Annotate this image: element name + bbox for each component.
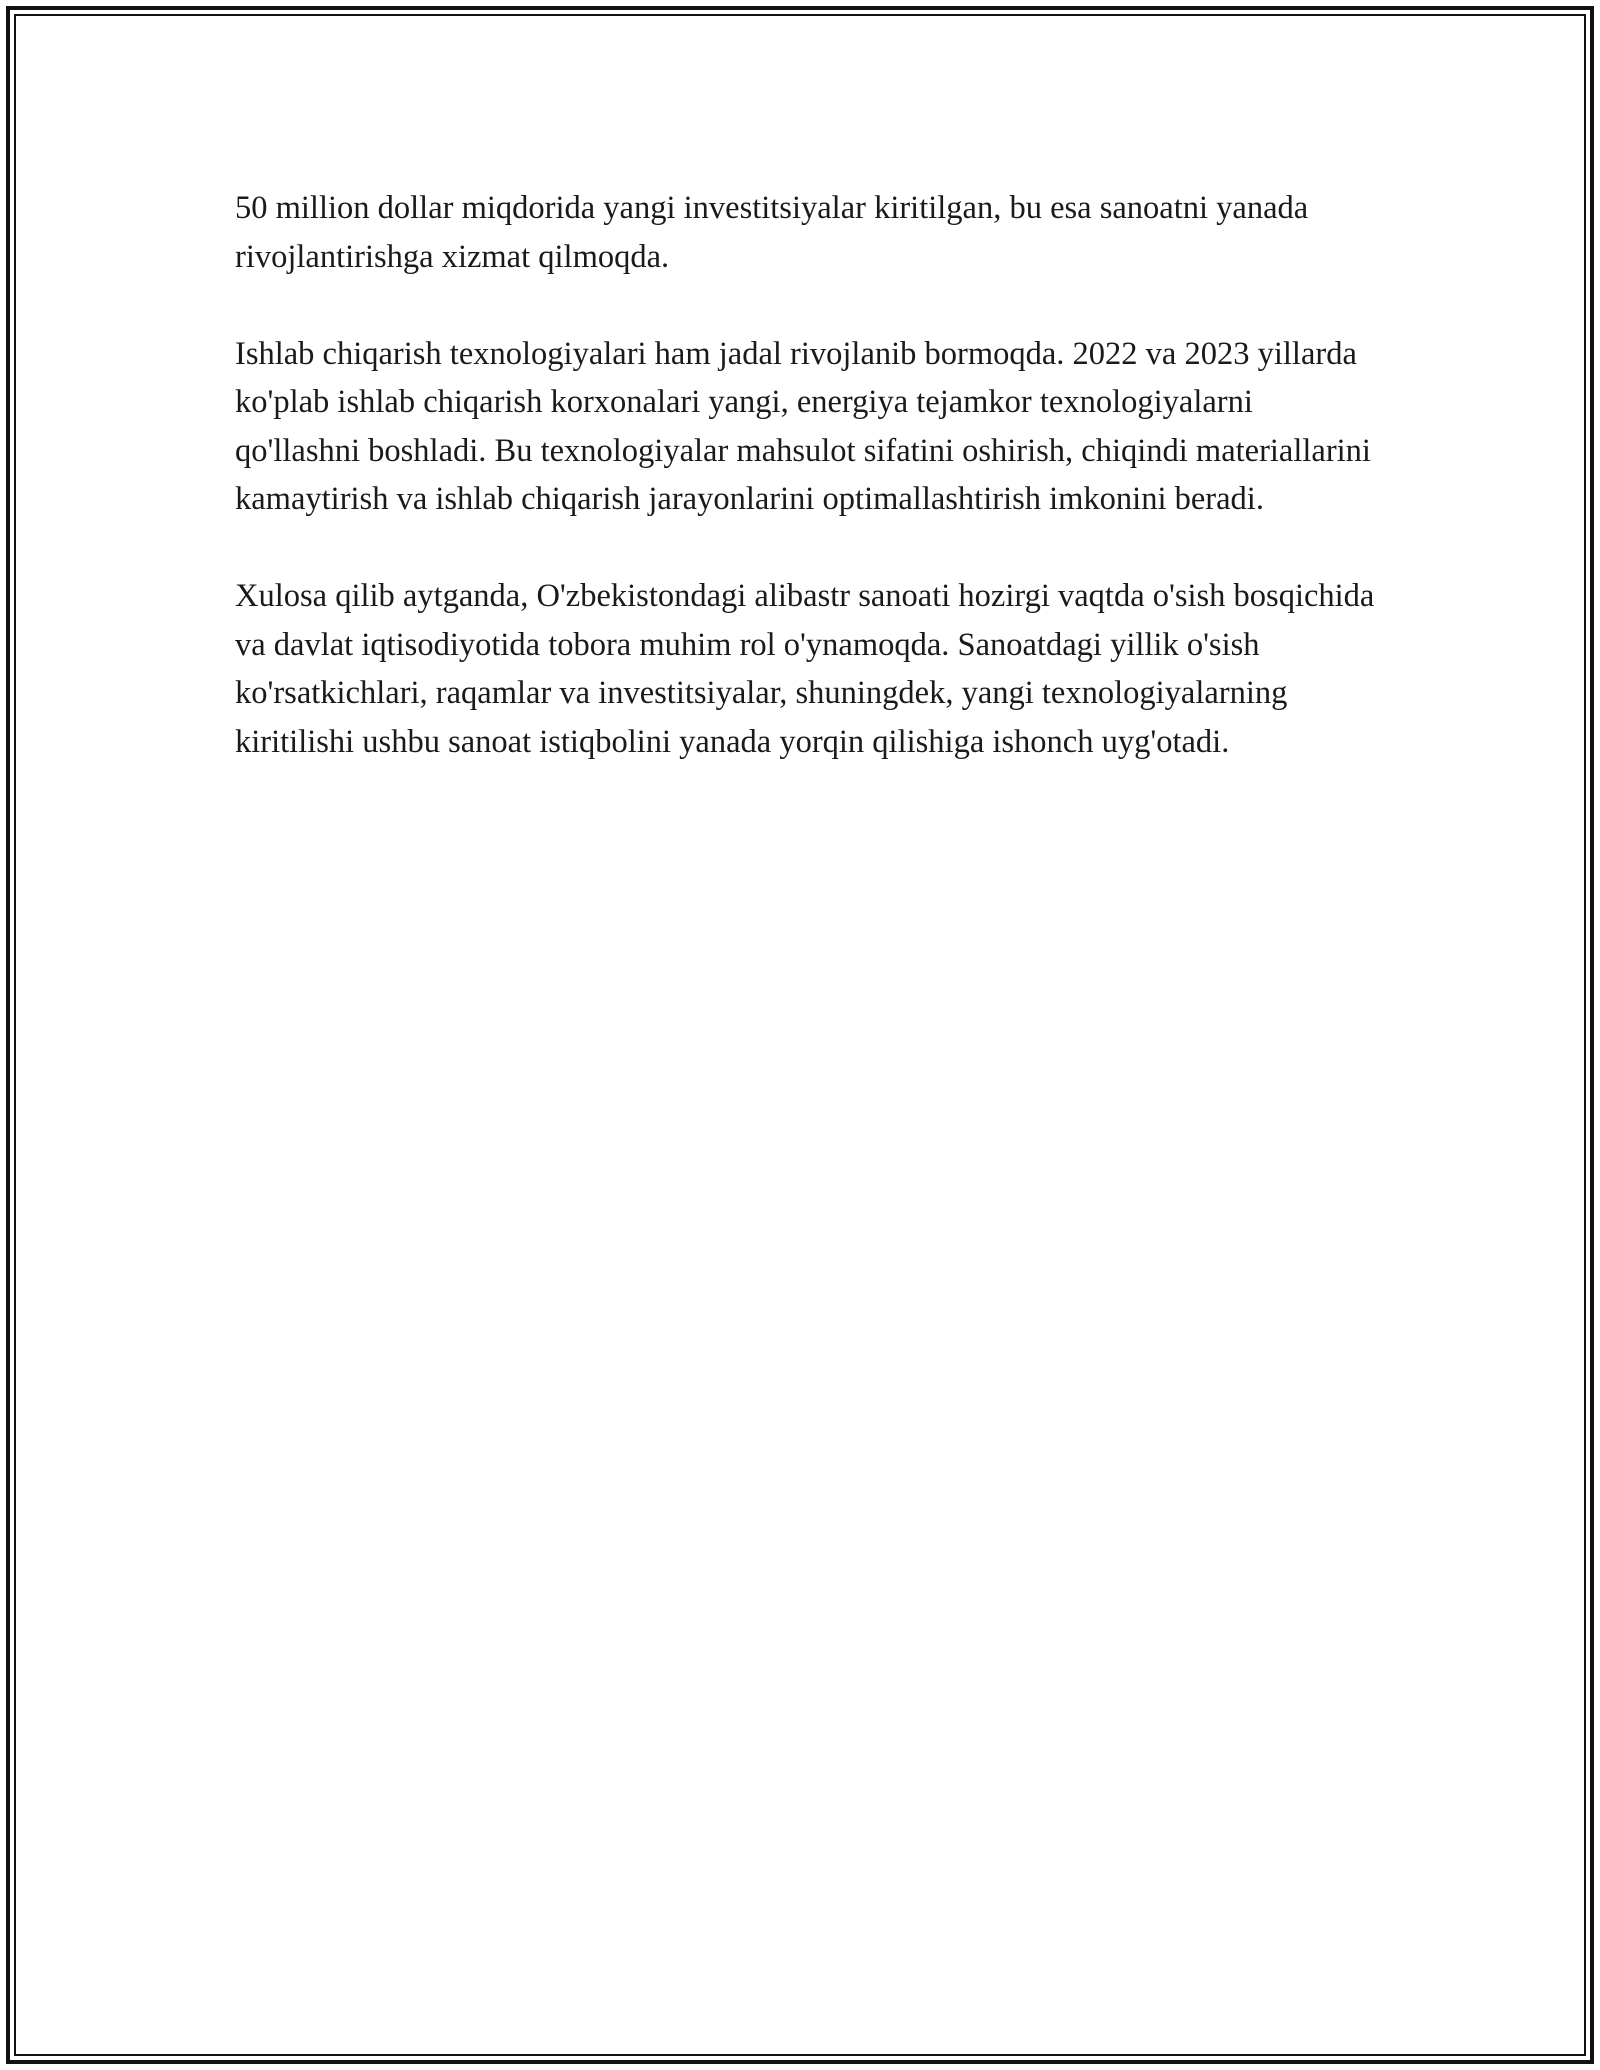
document-body [235,184,1375,766]
paragraph-investments: 50 million dollar miqdorida yangi investitsiyalar kiritilgan, bu esa sanoatni yanada rivojlantirishga xizmat qilmoqda. [235,190,1309,275]
paragraph-conclusion: Xulosa qilib aytganda, O'zbekistondagi alibastr sanoati hozirgi vaqtda o'sish bosqichida va davlat iqtisodiyotida tobora muhim rol o'ynamoqda. Sanoatdagi yillik o'sish ko'rsatkichlari, raqamlar va investitsiyalar, shuningdek, yangi texnologiyalarning kiritilishi ushbu sanoat istiqbolini yanada yorqin qilishiga ishonch uyg'otadi. [235,578,1375,760]
paragraph-technologies: Ishlab chiqarish texnologiyalari ham jadal rivojlanib bormoqda. 2022 va 2023 yillarda ko'plab ishlab chiqarish korxonalari yangi, energiya tejamkor texnologiyalarni qo'llashni boshladi. Bu texnologiyalar mahsulot sifatini oshirish, chiqindi materiallarini kamaytirish va ishlab chiqarish jarayonlarini optimallashtirish imkonini beradi. [235,335,1371,517]
